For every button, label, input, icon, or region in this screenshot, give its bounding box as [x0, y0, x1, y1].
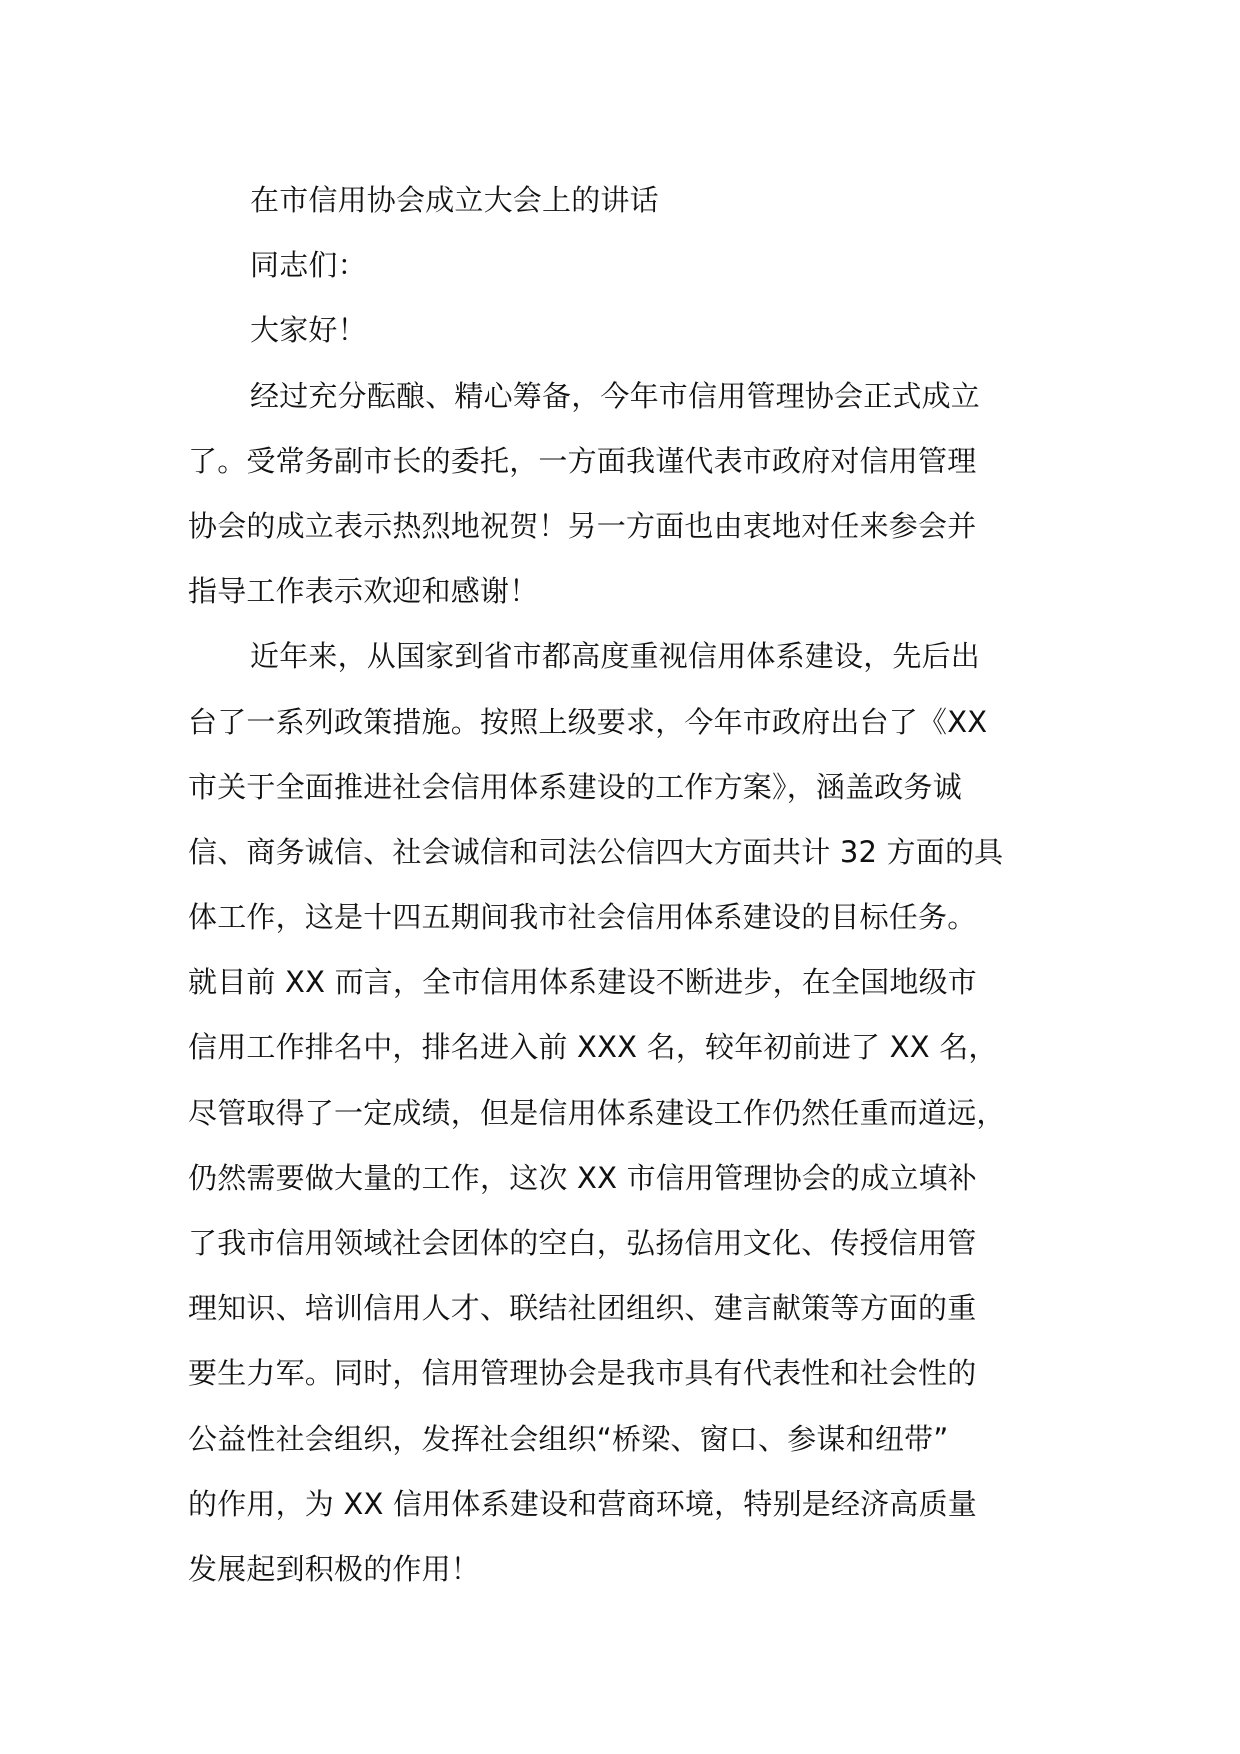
paragraph-2-line-6: 就目前 XX 而言，全市信用体系建设不断进步，在全国地级市: [188, 965, 977, 1000]
paragraph-2-line-8: 尽管取得了一定成绩，但是信用体系建设工作仍然任重而道远，: [188, 1095, 1006, 1130]
speech-body: [188, 168, 1068, 1602]
paragraph-2-line-14: 的作用，为 XX 信用体系建设和营商环境，特别是经济高质量: [188, 1486, 977, 1521]
paragraph-1-line-4: 指导工作表示欢迎和感谢！: [188, 574, 539, 609]
paragraph-2-line-15: 发展起到积极的作用！: [188, 1551, 481, 1586]
paragraph-1-line-1: 经过充分酝酿、精心筹备，今年市信用管理协会正式成立: [250, 378, 981, 413]
paragraph-2-line-11: 理知识、培训信用人才、联结社团组织、建言献策等方面的重: [188, 1291, 977, 1326]
paragraph-2-line-9: 仍然需要做大量的工作，这次 XX 市信用管理协会的成立填补: [188, 1160, 977, 1195]
paragraph-1-line-2: 了。受常务副市长的委托，一方面我谨代表市政府对信用管理: [188, 443, 977, 478]
paragraph-2-line-12: 要生力军。同时，信用管理协会是我市具有代表性和社会性的: [188, 1356, 977, 1391]
paragraph-1-line-3: 协会的成立表示热烈地祝贺！另一方面也由衷地对任来参会并: [188, 508, 977, 543]
paragraph-2-line-2: 台了一系列政策措施。按照上级要求，今年市政府出台了《XX: [188, 704, 988, 739]
paragraph-2-line-10: 了我市信用领域社会团体的空白，弘扬信用文化、传授信用管: [188, 1226, 977, 1260]
paragraph-2-line-13: 公益性社会组织，发挥社会组织“桥梁、窗口、参谋和纽带”: [188, 1421, 949, 1456]
paragraph-2-line-7: 信用工作排名中，排名进入前 XXX 名，较年初前进了 XX 名，: [188, 1030, 998, 1065]
salutation: 同志们：: [250, 248, 367, 283]
paragraph-2-line-1: 近年来，从国家到省市都高度重视信用体系建设，先后出: [250, 639, 981, 674]
paragraph-2-line-4: 信、商务诚信、社会诚信和司法公信四大方面共计 32 方面的具: [188, 834, 1004, 869]
greeting: 大家好！: [250, 313, 367, 348]
paragraph-2-line-5: 体工作，这是十四五期间我市社会信用体系建设的目标任务。: [188, 900, 977, 935]
paragraph-2-line-3: 市关于全面推进社会信用体系建设的工作方案》，涵盖政务诚: [188, 769, 962, 804]
speech-title: 在市信用协会成立大会上的讲话: [250, 183, 659, 217]
